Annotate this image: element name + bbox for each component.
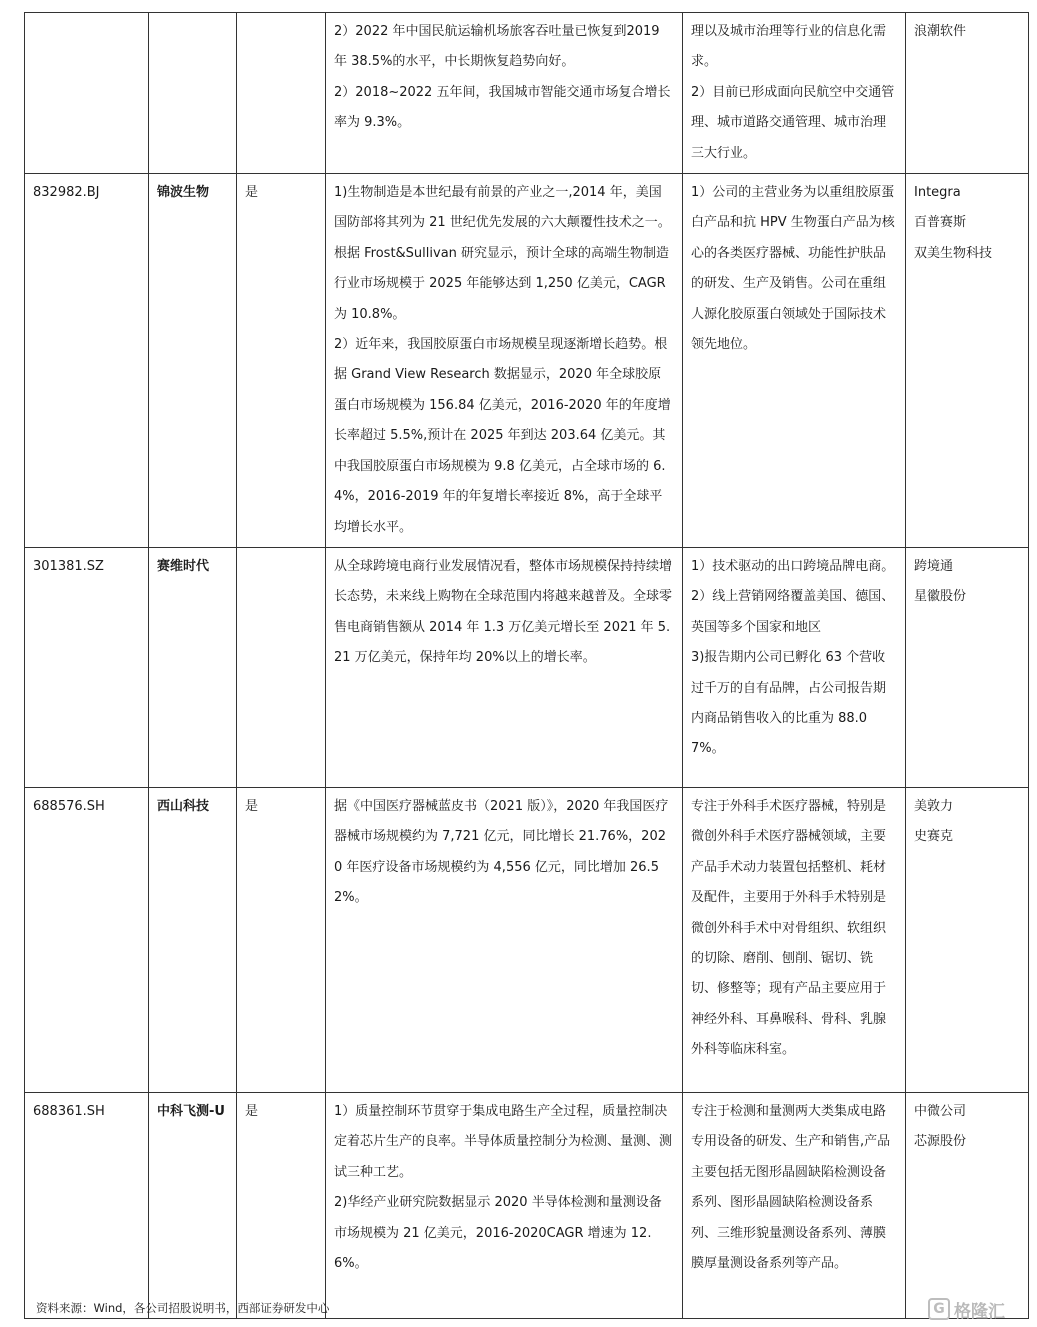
market-paragraph: 据《中国医疗器械蓝皮书（2021 版）》，2020 年我国医疗器械市场规模约为 7,721 亿元，同比增长 21.76%，2020 年医疗设备市场规模约为 4,556 亿元，同比增加 26.52%。 — [334, 798, 669, 906]
flag-cell — [237, 547, 326, 787]
company-name-cell: 赛维时代 — [149, 547, 237, 787]
business-paragraph: 3)报告期内公司已孵化 63 个营收过千万的自有品牌，占公司报告期内商品销售收入的比重为 88.07%。 — [691, 650, 887, 757]
business-paragraph: 1）公司的主营业务为以重组胶原蛋白产品和抗 HPV 生物蛋白产品为核心的各类医疗器械、功能性护肤品的研发、生产及销售。公司在重组人源化胶原蛋白领域处于国际技术领先地位。 — [691, 185, 895, 353]
business-paragraph: 2）线上营销网络覆盖美国、德国、英国等多个国家和地区 — [691, 589, 895, 635]
business-paragraph: 1）技术驱动的出口跨境品牌电商。 — [691, 558, 895, 574]
business-paragraph: 专注于检测和量测两大类集成电路专用设备的研发、生产和销售,产品主要包括无图形晶圆缺陷检测设备系列、图形晶圆缺陷检测设备系列、三维形貌量测设备系列、薄膜膜厚量测设备系列等产品。 — [691, 1103, 891, 1271]
stock-code-cell: 301381.SZ — [25, 547, 149, 787]
table-sheet — [24, 12, 1028, 1319]
market-description-cell — [326, 13, 683, 174]
comparable-company: 芯源股份 — [914, 1134, 967, 1150]
company-name-cell: 西山科技 — [149, 787, 237, 1092]
business-paragraph: 专注于外科手术医疗器械，特别是微创外科手术医疗器械领域，主要产品手术动力装置包括整机、耗材及配件，主要用于外科手术特别是微创外科手术中对骨组织、软组织的切除、磨削、刨削、锯切、铣切、修整等；现有产品主要应用于神经外科、耳鼻喉科、骨科、乳腺外科等临床科室。 — [691, 798, 887, 1058]
market-paragraph: 2）2018~2022 五年间，我国城市智能交通市场复合增长率为 9.3%。 — [334, 84, 671, 131]
comparable-company: 星徽股份 — [914, 589, 967, 605]
stock-code-cell: 688361.SH — [25, 1092, 149, 1318]
business-description-cell — [683, 13, 906, 174]
market-paragraph: 1）质量控制环节贯穿于集成电路生产全过程，质量控制决定着芯片生产的良率。半导体质量控制分为检测、量测、测试三种工艺。 — [334, 1103, 673, 1180]
comparable-companies-cell — [906, 174, 1029, 548]
comparable-companies-cell — [906, 13, 1029, 174]
comparable-companies-cell — [906, 547, 1029, 787]
table-row — [25, 13, 1029, 174]
market-paragraph: 1)生物制造是本世纪最有前景的产业之一,2014 年，美国国防部将其列为 21 世纪优先发展的六大颠覆性技术之一。根据 Frost&Sullivan 研究显示，预计全球的高端生物制造行业市场规模于 2025 年能够达到 1,250 亿美元，CAGR 为 10.8%。 — [334, 185, 671, 322]
market-paragraph: 2)华经产业研究院数据显示 2020 半导体检测和量测设备市场规模为 21 亿美元，2016-2020CAGR 增速为 12.6%。 — [334, 1195, 662, 1271]
flag-cell: 是 — [237, 787, 326, 1092]
comparable-company: 美敦力 — [914, 798, 954, 814]
company-name-cell: 锦波生物 — [149, 174, 237, 548]
stock-code-cell: 688576.SH — [25, 787, 149, 1092]
business-description-cell — [683, 547, 906, 787]
business-paragraph: 理以及城市治理等行业的信息化需求。 — [691, 24, 887, 70]
comparable-company: 双美生物科技 — [914, 245, 993, 261]
table-row — [25, 787, 1029, 1092]
flag-cell: 是 — [237, 174, 326, 548]
watermark-logo-icon: G — [928, 1298, 950, 1320]
company-name-cell: 中科飞测-U — [149, 1092, 237, 1318]
comparable-companies-cell — [906, 1092, 1029, 1318]
source-note: 资料来源：Wind，各公司招股说明书，西部证券研发中心 — [36, 1301, 330, 1315]
ipo-comparison-table — [24, 12, 1029, 1319]
market-paragraph: 2）2022 年中国民航运输机场旅客吞吐量已恢复到2019 年 38.5%的水平，中长期恢复趋势向好。 — [334, 24, 660, 70]
table-row — [25, 174, 1029, 548]
business-description-cell — [683, 1092, 906, 1318]
business-description-cell — [683, 787, 906, 1092]
comparable-company: 中微公司 — [914, 1103, 967, 1119]
stock-code-cell — [25, 13, 149, 174]
watermark — [928, 1292, 1028, 1326]
business-paragraph: 2）目前已形成面向民航空中交通管理、城市道路交通管理、城市治理三大行业。 — [691, 84, 895, 161]
table-row — [25, 1092, 1029, 1318]
market-paragraph: 2）近年来，我国胶原蛋白市场规模呈现逐渐增长趋势。根据 Grand View Research 数据显示，2020 年全球胶原蛋白市场规模为 156.84 亿美元，2016-2020 年的年度增长率超过 5.5%,预计在 2025 年到达 203.64 亿美元。其中我国胶原蛋白市场规模为 9.8 亿美元，占全球市场的 6.4%，2016-2019 年的年复增长率接近 8%，高于全球平均增长水平。 — [334, 337, 671, 535]
company-name-cell — [149, 13, 237, 174]
comparable-company: 百普赛斯 — [914, 215, 967, 231]
watermark-text: 格隆汇 — [954, 1301, 1005, 1322]
comparable-company: 跨境通 — [914, 558, 954, 574]
business-description-cell — [683, 174, 906, 548]
table-row — [25, 547, 1029, 787]
stock-code-cell: 832982.BJ — [25, 174, 149, 548]
market-description-cell — [326, 174, 683, 548]
comparable-company: Integra — [914, 185, 961, 201]
market-paragraph: 从全球跨境电商行业发展情况看，整体市场规模保持持续增长态势，未来线上购物在全球范围内将越来越普及。全球零售电商销售额从 2014 年 1.3 万亿美元增长至 2021 年 5.21 万亿美元，保持年均 20%以上的增长率。 — [334, 558, 673, 666]
comparable-company: 史赛克 — [914, 829, 954, 845]
flag-cell: 是 — [237, 1092, 326, 1318]
comparable-companies-cell — [906, 787, 1029, 1092]
market-description-cell — [326, 547, 683, 787]
comparable-company: 浪潮软件 — [914, 24, 967, 39]
market-description-cell — [326, 787, 683, 1092]
flag-cell — [237, 13, 326, 174]
table-body — [25, 13, 1029, 1319]
market-description-cell — [326, 1092, 683, 1318]
